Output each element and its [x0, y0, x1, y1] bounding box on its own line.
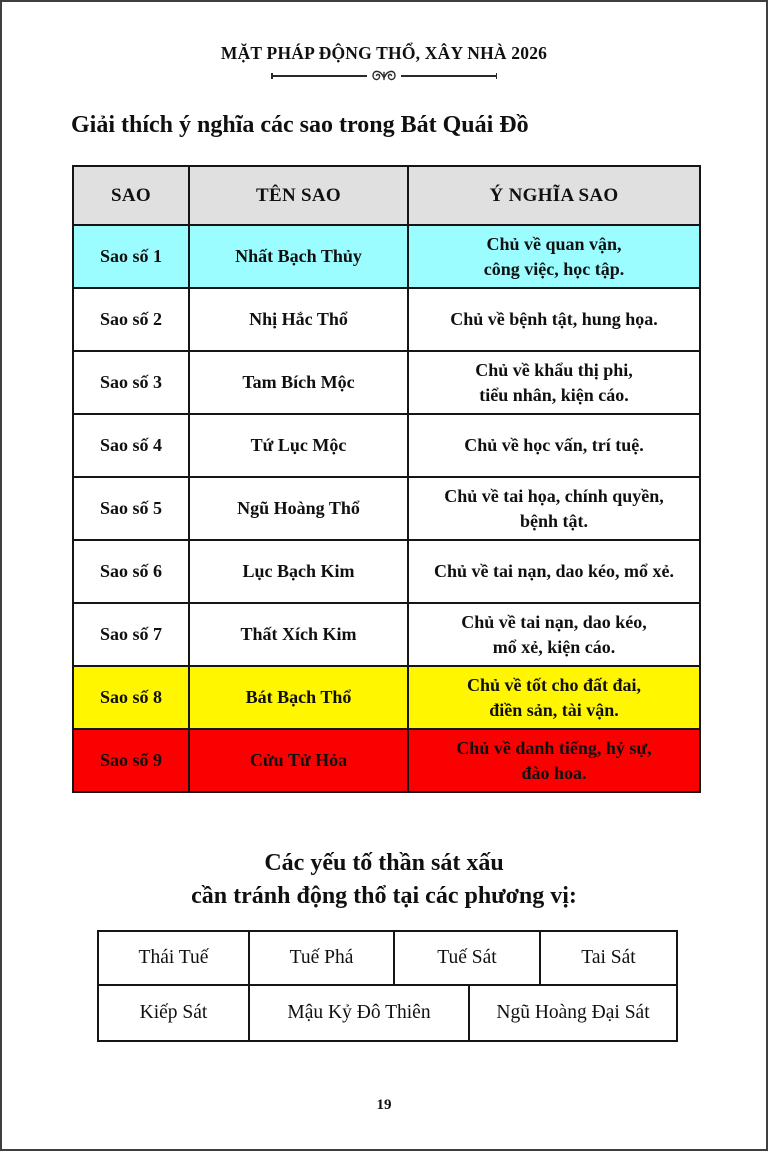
table1-nghia-cell: Chủ về tai nạn, dao kéo, mổ xẻ.	[407, 539, 699, 602]
star-table-header-row	[74, 167, 699, 224]
table1-sao-cell: Sao số 1	[74, 224, 188, 287]
table1-nghia-cell: Chủ về tốt cho đất đai, điền sản, tài vận.	[407, 665, 699, 728]
bad-elements-row-2	[99, 984, 676, 1040]
section1-title: Giải thích ý nghĩa các sao trong Bát Quái Đồ	[71, 112, 529, 138]
table1-nghia-cell: Chủ về khẩu thị phi, tiểu nhân, kiện cáo.	[407, 350, 699, 413]
star-table-body	[74, 224, 699, 791]
table1-sao-cell: Sao số 6	[74, 539, 188, 602]
table1-sao-cell: Sao số 8	[74, 665, 188, 728]
table1-ten-cell: Tứ Lục Mộc	[188, 413, 407, 476]
table1-ten-cell: Nhất Bạch Thủy	[188, 224, 407, 287]
table2-cell: Tai Sát	[539, 932, 676, 984]
table1-ten-cell: Nhị Hắc Thổ	[188, 287, 407, 350]
section2-title	[2, 847, 766, 913]
page-header-title: MẶT PHÁP ĐỘNG THỔ, XÂY NHÀ 2026	[220, 43, 548, 63]
table2-cell: Mậu Kỷ Đô Thiên	[248, 984, 468, 1040]
divider-line	[271, 75, 367, 77]
table2-cell: Tuế Sát	[393, 932, 539, 984]
table1-header-cell: TÊN SAO	[188, 167, 407, 224]
table2-cell: Kiếp Sát	[99, 984, 248, 1040]
table1-nghia-cell: Chủ về tai họa, chính quyền, bệnh tật.	[407, 476, 699, 539]
table1-header-cell: SAO	[111, 184, 151, 206]
table1-ten-cell: Tam Bích Mộc	[188, 350, 407, 413]
table1-ten-cell: Cửu Tử Hỏa	[188, 728, 407, 791]
table1-sao-cell: Sao số 2	[74, 287, 188, 350]
table1-sao-cell: Sao số 3	[74, 350, 188, 413]
section2-title-line1: Các yếu tố thần sát xấu	[264, 850, 504, 876]
table1-ten-cell: Thất Xích Kim	[188, 602, 407, 665]
table2-cell: Ngũ Hoàng Đại Sát	[468, 984, 676, 1040]
table2-cell: Thái Tuế	[138, 947, 209, 968]
table1-sao-cell: Sao số 5	[74, 476, 188, 539]
table1-nghia-cell: Chủ về tai nạn, dao kéo, mổ xẻ, kiện cáo.	[407, 602, 699, 665]
table1-nghia-cell: Chủ về bệnh tật, hung họa.	[407, 287, 699, 350]
fleuron-ornament-icon	[369, 68, 399, 84]
table1-nghia-cell: Chủ về quan vận, công việc, học tập.	[407, 224, 699, 287]
divider-line	[401, 75, 497, 77]
table1-ten-cell: Bát Bạch Thổ	[188, 665, 407, 728]
table1-ten-cell: Lục Bạch Kim	[188, 539, 407, 602]
table2-cell: Tuế Phá	[248, 932, 393, 984]
table1-sao-cell: Sao số 9	[74, 728, 188, 791]
table1-nghia-cell: Chủ về danh tiếng, hỷ sự, đào hoa.	[407, 728, 699, 791]
table1-sao-cell: Sao số 4	[74, 413, 188, 476]
page-number: 19	[376, 1097, 392, 1113]
bad-elements-table	[97, 930, 678, 1042]
table1-ten-cell: Ngũ Hoàng Thổ	[188, 476, 407, 539]
header-divider	[271, 68, 497, 84]
table1-header-cell: Ý NGHĨA SAO	[407, 167, 699, 224]
section2-title-line2: cần tránh động thổ tại các phương vị:	[191, 883, 577, 909]
bad-elements-row-1	[99, 932, 676, 984]
table1-sao-cell: Sao số 7	[74, 602, 188, 665]
table1-nghia-cell: Chủ về học vấn, trí tuệ.	[407, 413, 699, 476]
star-meaning-table	[72, 165, 701, 793]
